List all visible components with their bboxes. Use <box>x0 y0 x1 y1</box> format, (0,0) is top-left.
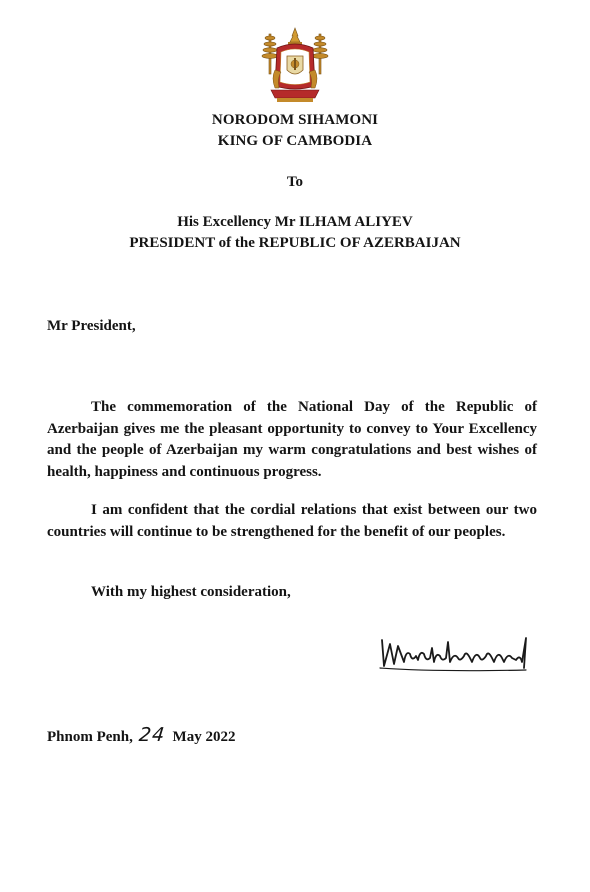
sender-title: KING OF CAMBODIA <box>217 133 373 149</box>
royal-coat-of-arms-icon <box>261 26 329 106</box>
recipient-name: His Excellency Mr ILHAM ALIYEV <box>177 214 413 230</box>
place-date <box>47 725 235 748</box>
sender-name: NORODOM SIHAMONI <box>211 112 379 128</box>
closing-line: With my highest consideration, <box>91 584 291 600</box>
recipient-title: PRESIDENT of the REPUBLIC OF AZERBAIJAN <box>129 235 461 251</box>
date-month-year: May 2022 <box>172 729 236 745</box>
to-label: To <box>286 174 304 190</box>
handwritten-signature-icon <box>376 632 534 672</box>
handwritten-date-day: 24 <box>137 724 167 746</box>
body-paragraph-2: I am confident that the cordial relations that exist between our two countries will continue to be strengthened for the benefit of our peoples. <box>47 502 537 540</box>
body-paragraph-1: The commemoration of the National Day of the Republic of Azerbaijan gives me the pleasant opportunity to convey to Your Excellency and the people of Azerbaijan my warm congratulations and best wishes of health, happiness and continuous progress. <box>47 399 537 480</box>
place-name: Phnom Penh, <box>47 729 133 745</box>
salutation: Mr President, <box>47 318 136 334</box>
